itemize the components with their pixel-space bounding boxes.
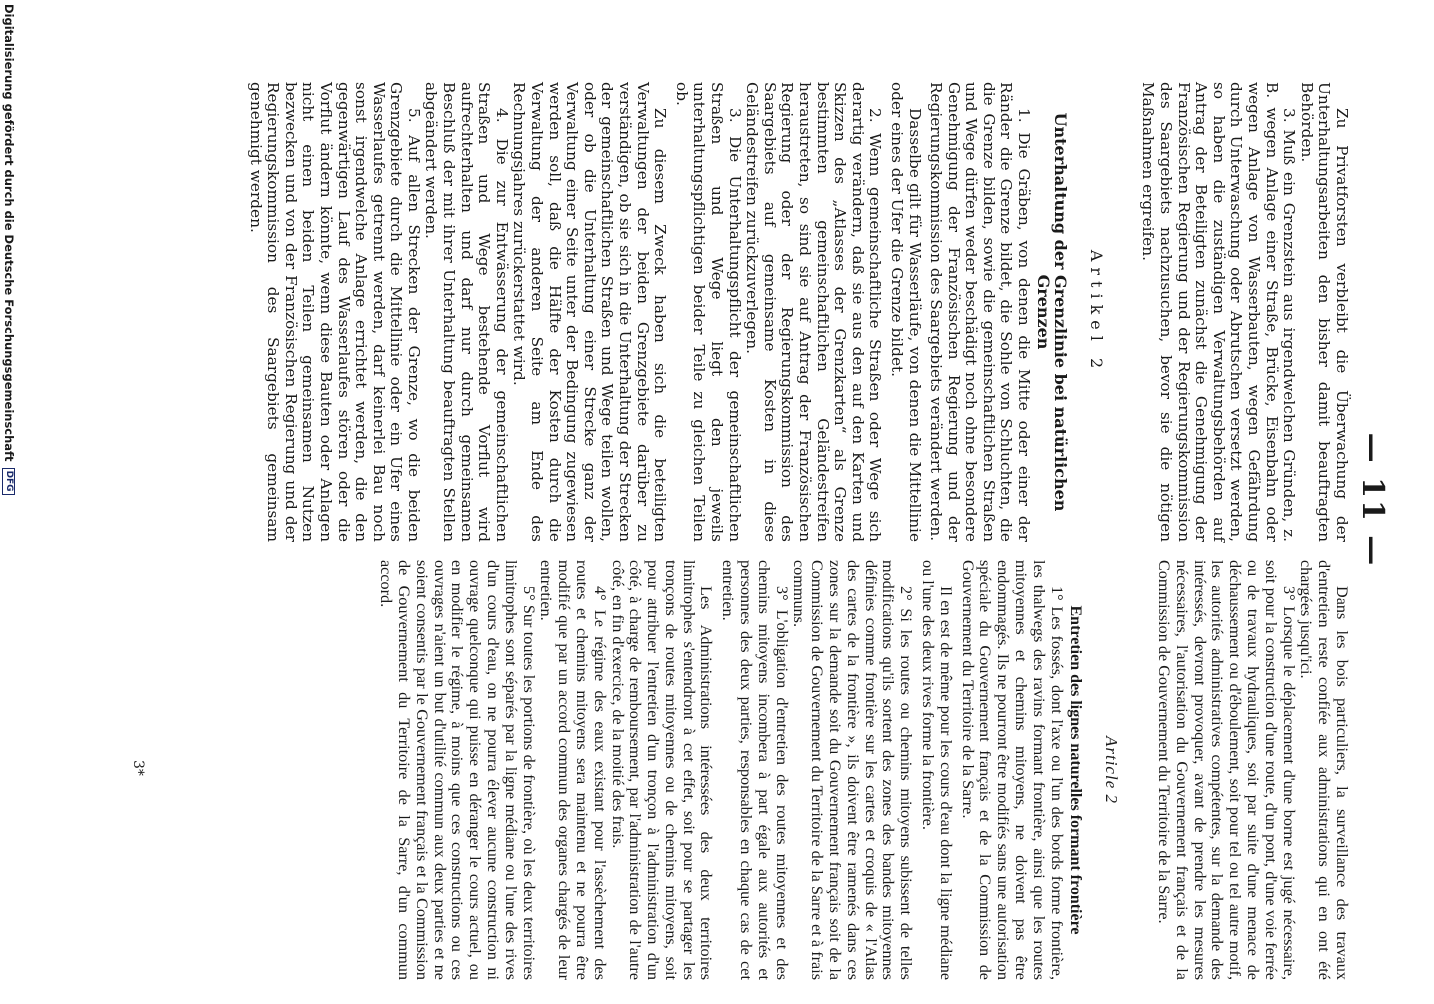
credit-text: Digitalisierung gefördert durch die Deutsche Forschungsgemeinschaft (2, 4, 16, 462)
german-article-para-1b: Dasselbe gilt für Wasserläufe, von denen die Mittellinie oder eines der Ufer die Grenze bildet. (887, 82, 924, 542)
french-paragraph-3: 3° Lorsque le déplacement d'une borne est jugé nécessaire, soit pour la construction d'une route, d'un pont, d'une voie ferrée ou de travaux hydrauliques, soit par suite d'une menace de déchaussement ou d'éboulement, soit pour tel ou tel autre motif, les autorités administratives compétentes, sur la demande des intéressés, devront provoquer, avant de prendre les mesures nécessaires, l'autorisation du Gouvernement français et de la Commission de Gouvernement du Territoire de la Sarre. (1155, 560, 1298, 980)
german-intro: Zu Privatforsten verbleibt die Überwachung der Unterhaltungsarbeiten den bisher damit beauftragten Behörden. (1297, 82, 1351, 542)
german-article-para-1: 1. Die Gräben, von denen die Mitte oder einer der Ränder die Grenze bildet, die Sohle von Schluchten, die die Grenze bilden, sowie die gemeinschaftlichen Straßen und Wege dürfen weder beschädigt noch ohne besondere Genehmigung der Französischen Regierung und der Regierungskommission des Saargebiets verändert werden. (927, 82, 1034, 542)
german-paragraph-3: 3. Muß ein Grenzstein aus irgendwelchen Gründen, z. B. wegen Anlage einer Straße, Brücke, Eisenbahn oder wegen Anlage von Wasserbauten, wegen Gefährdung durch Unterwaschung oder Abrutschen versetzt werden, so haben die zuständigen Verwaltungsbehörden auf Antrag der Beteiligten zunächst die Genehmigung der Französischen Regierung und der Regierungskommission des Saargebiets nachzusuchen, bevor sie die nötigen Maßnahmen ergreifen. (1139, 82, 1299, 542)
german-article-para-3: 3. Die Unterhaltungspflicht der gemeinschaftlichen Straßen und Wege liegt den jeweils unterhaltungspflichtigen beider Teile zu gleichen Teilen ob. (672, 82, 744, 542)
german-article-para-4: 4. Die zur Entwässerung der gemeinschaftlichen Straßen und Wege bestehende Vorflut wird aufrechterhalten und darf nur durch gemeinsamen Beschluß der mit ihrer Unterhaltung beauftragten Stellen abgeändert werden. (422, 82, 511, 542)
signature-mark: 3* (130, 760, 146, 776)
german-column (246, 82, 1350, 542)
french-article-para-2: 2° Si les routes ou chemins mitoyens subissent de telles modifications qu'ils sortent des zones des bandes mitoyennes définies comme frontière sur les cartes et croquis de « l'Atlas des cartes de la frontière », ils doivent être ramenés dans ces zones sur la demande soit du Gouvernement français soit de la Commission de Gouvernement du Territoire de la Sarre et à frais communs. (790, 560, 916, 980)
german-article-heading: Unterhaltung der Grenzlinie bei natürlichen Grenzen (1033, 112, 1071, 512)
french-column (376, 560, 1350, 980)
german-article-title: Artikel 2 (1086, 249, 1106, 375)
french-article-title: Article 2 (1102, 735, 1122, 804)
german-article-para-3b: Zu diesem Zweck haben sich die beteiligten Verwaltungen der beiden Grenzgebiete darüber zu verständigen, ob sie sich in die Unterhaltung der Strecken der gemeinschaftlichen Straßen und Wege teilen wollen, oder ob die Unterhaltung einer Strecke ganz der Verwaltung einer Seite unter der Bedingung zugewiesen werden soll, daß die Hälfte der Kosten durch die Verwaltung der anderen Seite am Ende des Rechnungsjahres zurückerstattet wird. (510, 82, 670, 542)
french-article-para-1: 1° Les fossés, dont l'axe ou l'un des bords forme frontière, les thalwegs des ravins formant frontière, ainsi que les routes mitoyennes et chemins mitoyens, ne doivent pas être endommagés. Ils ne pourront être modifiés sans une autorisation spéciale du Gouvernement français et de la Commission de Gouvernement du Territoire de la Sarre. (958, 560, 1066, 980)
german-article-para-2: 2. Wenn gemeinschaftliche Straßen oder Wege sich derartig verändern, daß sie aus den auf den Karten und Skizzen des „Atlasses der Grenzkarten“ als Grenze bestimmten gemeinschaftlichen Geländestreifen heraustreten, so sind sie auf Antrag der Französischen Regierung oder der Regierungskommission des Saargebiets auf gemeinsame Kosten in diese Geländestreifen zurückzuverlegen. (743, 82, 885, 542)
french-article-para-3b: Les Administrations intéressées des deux territoires limitrophes s'entendront à cet effet, soit pour se partager les tronçons de routes mitoyennes ou de chemins mitoyens, soit pour attribuer l'entretien d'un tronçon à l'administration d'un côté, à charge de remboursement, par l'administration de l'autre côté, en fin d'exercice, de la moitié des frais. (608, 560, 716, 980)
french-article-para-1b: Il en est de même pour les cours d'eau dont la ligne médiane ou l'une des deux rives forme la frontière. (919, 560, 955, 980)
french-intro: Dans les bois particuliers, la surveillance des travaux d'entretien reste confiée aux administrations qui en ont été chargées jusqu'ici. (1297, 560, 1351, 980)
french-article-para-3: 3° L'obligation d'entretien des routes mitoyennes et des chemins mitoyens incombera à part égale aux autorités et personnes des deux parties, responsables en chaque cas de cet entretien. (719, 560, 791, 980)
page-number: — 11 — (1355, 432, 1390, 568)
dfg-logo-icon: DFG (3, 468, 16, 495)
french-article-para-4: 4° Le régime des eaux existant pour l'assèchement des routes et chemins mitoyens sera maintenu et ne pourra être modifié que par un accord commun des organes chargés de leur entretien. (537, 560, 609, 980)
german-article-para-5: 5. Auf allen Strecken der Grenze, wo die beiden Grenzgebiete durch die Mittellinie oder ein Ufer eines Wasserlaufes getrennt werden, darf keinerlei Bau noch sonst irgendwelche Anlage errichtet werden, die den gegenwärtigen Lauf des Wasserlaufes stören oder die Vorflut ändern könnte, wenn diese Bauten oder Anlagen nicht einen beiden Teilen gemeinsamen Nutzen bezwecken und von der Französischen Regierung und der Regierungskommission des Saargebiets gemeinsam genehmigt werden. (246, 82, 423, 542)
digitization-credit (2, 0, 16, 1004)
french-article-heading: Entretien des lignes naturelles formant frontière (1067, 605, 1085, 935)
french-article-para-5: 5° Sur toutes les portions de frontière, où les deux territoires limitrophes sont séparés par la ligne médiane ou l'une des rives d'un cours d'eau, on ne pourra élever aucune construction ni ouvrage quelconque qui puisse en déranger le cours actuel, ou en modifier le régime, à moins que ces constructions ou ces ouvrages n'aient un but d'utilité commun aux deux parties et ne soient consentis par le Gouvernement français et la Commission de Gouvernement du Territoire de la Sarre, d'un commun accord. (377, 560, 538, 980)
